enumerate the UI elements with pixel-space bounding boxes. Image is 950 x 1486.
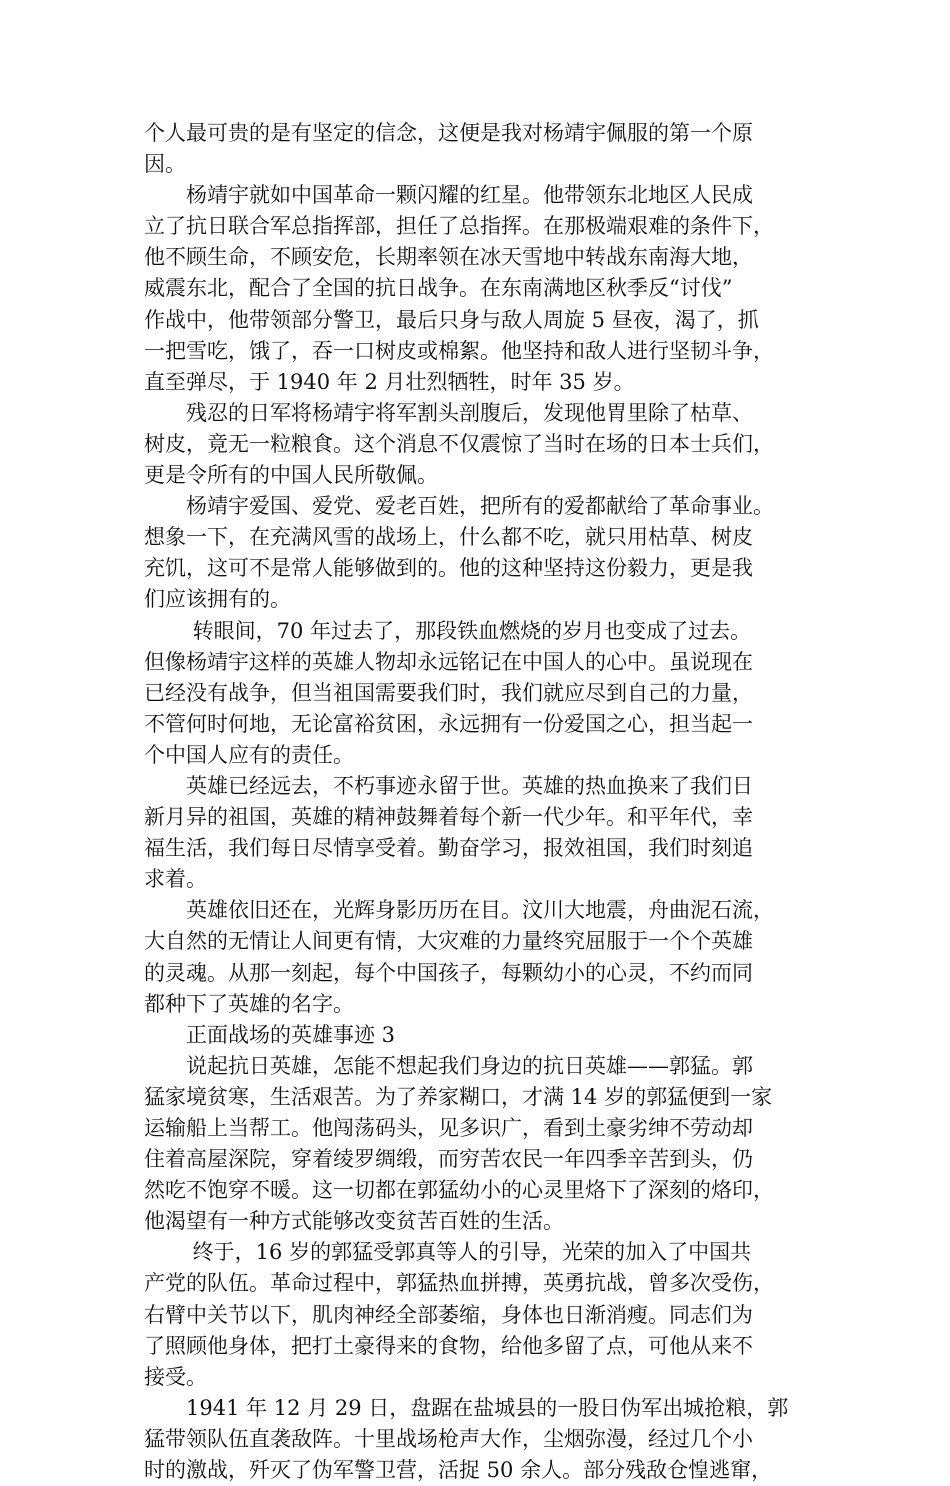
- text-line: 残忍的日军将杨靖宇将军割头剖腹后，发现他胃里除了枯草、: [144, 400, 753, 425]
- text-line: 更是令所有的中国人民所敬佩。: [144, 463, 438, 488]
- text-line: 个中国人应有的责任。: [144, 742, 354, 767]
- text-line: 时的激战，歼灭了伪军警卫营，活捉 50 余人。部分残敌仓惶逃窜，: [144, 1458, 773, 1483]
- text-line: 的灵魂。从那一刻起，每个中国孩子，每颗幼小的心灵，不约而同: [144, 960, 753, 985]
- text-line: 终于，16 岁的郭猛受郭真等人的引导，光荣的加入了中国共: [144, 1240, 752, 1265]
- text-line: 然吃不饱穿不暖。这一切都在郭猛幼小的心灵里烙下了深刻的烙印，: [144, 1178, 774, 1203]
- text-line: 不管何时何地，无论富裕贫困，永远拥有一份爱国之心，担当起一: [144, 711, 753, 736]
- text-line: 猛家境贫寒，生活艰苦。为了养家糊口，才满 14 岁的郭猛便到一家: [144, 1084, 773, 1109]
- text-line: 运输船上当帮工。他闯荡码头，见多识广，看到土豪劣绅不劳动却: [144, 1116, 753, 1140]
- text-line: 接受。: [144, 1364, 207, 1389]
- text-line: 大自然的无情让人间更有情，大灾难的力量终究屈服于一个个英雄: [144, 929, 753, 954]
- text-line: 因。: [144, 152, 186, 177]
- text-line: 1941 年 12 月 29 日，盘踞在盐城县的一股日伪军出城抢粮，郭: [144, 1395, 789, 1420]
- text-line: 一把雪吃，饿了，吞一口树皮或棉絮。他坚持和敌人进行坚韧斗争，: [144, 338, 774, 363]
- text-line: 都种下了英雄的名字。: [144, 991, 354, 1016]
- text-line: 已经没有战争，但当祖国需要我们时，我们就应尽到自己的力量，: [144, 680, 753, 705]
- text-line: 立了抗日联合军总指挥部，担任了总指挥。在那极端艰难的条件下，: [144, 214, 774, 239]
- text-line: 英雄依旧还在，光辉身影历历在目。汶川大地震，舟曲泥石流，: [144, 898, 774, 923]
- text-line: 充饥，这可不是常人能够做到的。他的这种坚持这份毅力，更是我: [144, 556, 753, 581]
- text-line: 作战中，他带领部分警卫，最后只身与敌人周旋 5 昼夜，渴了，抓: [144, 307, 759, 332]
- text-line: 树皮，竟无一粒粮食。这个消息不仅震惊了当时在场的日本士兵们，: [144, 431, 774, 456]
- text-line: 想象一下，在充满风雪的战场上，什么都不吃，就只用枯草、树皮: [144, 525, 753, 550]
- text-line: 说起抗日英雄，怎能不想起我们身边的抗日英雄——郭猛。郭: [144, 1053, 753, 1078]
- text-line: 杨靖宇就如中国革命一颗闪耀的红星。他带领东北地区人民成: [144, 183, 753, 208]
- text-line: 新月异的祖国，英雄的精神鼓舞着每个新一代少年。和平年代，幸: [144, 805, 753, 830]
- text-line: 转眼间，70 年过去了，那段铁血燃烧的岁月也变成了过去。: [144, 618, 752, 643]
- section-heading: 正面战场的英雄事迹 3: [144, 1022, 396, 1047]
- text-line: 住着高屋深院，穿着绫罗绸缎，而穷苦农民一年四季辛苦到头，仍: [144, 1147, 753, 1172]
- text-line: 威震东北，配合了全国的抗日战争。在东南满地区秋季反“讨伐”: [144, 276, 733, 301]
- text-line: 求着。: [144, 867, 207, 892]
- text-line: 们应该拥有的。: [144, 587, 291, 612]
- text-line: 但像杨靖宇这样的英雄人物却永远铭记在中国人的心中。虽说现在: [144, 649, 753, 674]
- text-line: 他渴望有一种方式能够改变贫苦百姓的生活。: [144, 1209, 564, 1234]
- text-line: 他不顾生命，不顾安危，长期率领在冰天雪地中转战东南海大地，: [144, 245, 753, 270]
- text-line: 右臂中关节以下，肌肉神经全部萎缩，身体也日渐消瘦。同志们为: [144, 1302, 753, 1327]
- text-line: 产党的队伍。革命过程中，郭猛热血拼搏，英勇抗战，曾多次受伤，: [144, 1271, 774, 1296]
- text-line: 猛带领队伍直袭敌阵。十里战场枪声大作，尘烟弥漫，经过几个小: [144, 1426, 753, 1451]
- text-line: 直至弹尽，于 1940 年 2 月壮烈牺牲，时年 35 岁。: [144, 369, 635, 394]
- text-line: 个人最可贵的是有坚定的信念，这便是我对杨靖宇佩服的第一个原: [144, 121, 753, 145]
- text-line: 英雄已经远去，不朽事迹永留于世。英雄的热血换来了我们日: [144, 773, 753, 798]
- text-line: 了照顾他身体，把打土豪得来的食物，给他多留了点，可他从来不: [144, 1333, 753, 1358]
- text-line: 杨靖宇爱国、爱党、爱老百姓，把所有的爱都献给了革命事业。: [144, 494, 774, 519]
- text-line: 福生活，我们每日尽情享受着。勤奋学习，报效祖国，我们时刻追: [144, 836, 753, 861]
- document-body: [144, 118, 808, 1486]
